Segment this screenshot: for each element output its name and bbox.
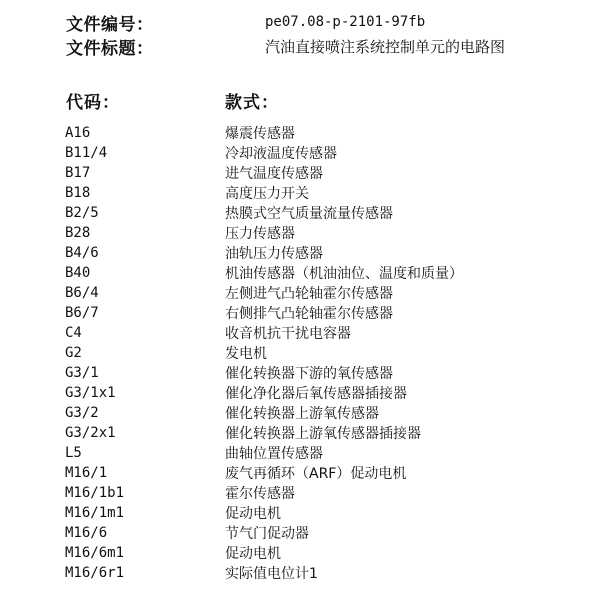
file-number-row xyxy=(66,10,586,34)
table-row xyxy=(0,383,602,403)
component-name: 节气门促动器 xyxy=(225,526,309,542)
component-name: 催化净化器后氧传感器插接器 xyxy=(225,386,407,402)
component-code: G3/2 xyxy=(65,405,99,421)
component-list xyxy=(0,123,602,583)
component-code: G2 xyxy=(65,345,82,361)
component-code: G3/1x1 xyxy=(65,385,116,401)
table-row xyxy=(0,343,602,363)
component-code: B28 xyxy=(65,225,91,241)
table-row xyxy=(0,163,602,183)
component-name: 收音机抗干扰电容器 xyxy=(225,326,351,342)
component-name: 发电机 xyxy=(225,346,267,362)
component-name: 实际值电位计1 xyxy=(225,566,318,582)
component-code: M16/1m1 xyxy=(65,505,125,521)
table-row xyxy=(0,283,602,303)
code-column-header: 代码： xyxy=(66,92,120,113)
component-code: M16/6r1 xyxy=(65,565,125,581)
table-row xyxy=(0,363,602,383)
component-name: 右侧排气凸轮轴霍尔传感器 xyxy=(225,306,393,322)
component-name: 曲轴位置传感器 xyxy=(225,446,323,462)
table-row xyxy=(0,183,602,203)
file-title-label: 文件标题： xyxy=(66,38,154,59)
table-row xyxy=(0,263,602,283)
table-row xyxy=(0,443,602,463)
component-code: C4 xyxy=(65,325,82,341)
component-code: M16/1 xyxy=(65,465,108,481)
component-name: 油轨压力传感器 xyxy=(225,246,323,262)
table-row xyxy=(0,483,602,503)
component-name: 压力传感器 xyxy=(225,226,295,242)
component-code: B2/5 xyxy=(65,205,99,221)
component-name: 左侧进气凸轮轴霍尔传感器 xyxy=(225,286,393,302)
table-row xyxy=(0,423,602,443)
component-name: 霍尔传感器 xyxy=(225,486,295,502)
component-name: 进气温度传感器 xyxy=(225,166,323,182)
table-row xyxy=(0,503,602,523)
table-row xyxy=(0,523,602,543)
component-code: B40 xyxy=(65,265,91,281)
component-code: B4/6 xyxy=(65,245,99,261)
table-row xyxy=(0,143,602,163)
table-row xyxy=(0,543,602,563)
component-name: 热膜式空气质量流量传感器 xyxy=(225,206,393,222)
component-name: 废气再循环（ARF）促动电机 xyxy=(225,466,407,482)
file-title-row xyxy=(66,34,586,58)
component-code: B17 xyxy=(65,165,91,181)
table-row xyxy=(0,323,602,343)
component-name: 催化转换器上游氧传感器 xyxy=(225,406,379,422)
file-number-value: pe07.08-p-2101-97fb xyxy=(265,14,426,30)
file-title-value: 汽油直接喷注系统控制单元的电路图 xyxy=(265,37,506,56)
component-code: M16/6m1 xyxy=(65,545,125,561)
component-name: 促动电机 xyxy=(225,506,281,522)
component-name: 高度压力开关 xyxy=(225,186,309,202)
table-row xyxy=(0,203,602,223)
component-code: B18 xyxy=(65,185,91,201)
table-row xyxy=(0,463,602,483)
component-code: M16/6 xyxy=(65,525,108,541)
table-row xyxy=(0,303,602,323)
component-code: B6/7 xyxy=(65,305,99,321)
component-code: A16 xyxy=(65,125,91,141)
component-name: 冷却液温度传感器 xyxy=(225,146,337,162)
component-code: G3/2x1 xyxy=(65,425,116,441)
table-row xyxy=(0,403,602,423)
table-row xyxy=(0,123,602,143)
component-code: M16/1b1 xyxy=(65,485,125,501)
component-name: 促动电机 xyxy=(225,546,281,562)
file-number-label: 文件编号： xyxy=(66,14,154,35)
name-column-header: 款式： xyxy=(225,92,279,113)
component-code: G3/1 xyxy=(65,365,99,381)
component-name: 爆震传感器 xyxy=(225,126,295,142)
component-name: 机油传感器（机油油位、温度和质量） xyxy=(225,266,463,282)
component-code: L5 xyxy=(65,445,82,461)
table-row xyxy=(0,243,602,263)
component-code: B11/4 xyxy=(65,145,108,161)
table-row xyxy=(0,563,602,583)
table-row xyxy=(0,223,602,243)
component-code: B6/4 xyxy=(65,285,99,301)
component-name: 催化转换器下游的氧传感器 xyxy=(225,366,393,382)
component-name: 催化转换器上游氧传感器插接器 xyxy=(225,426,421,442)
